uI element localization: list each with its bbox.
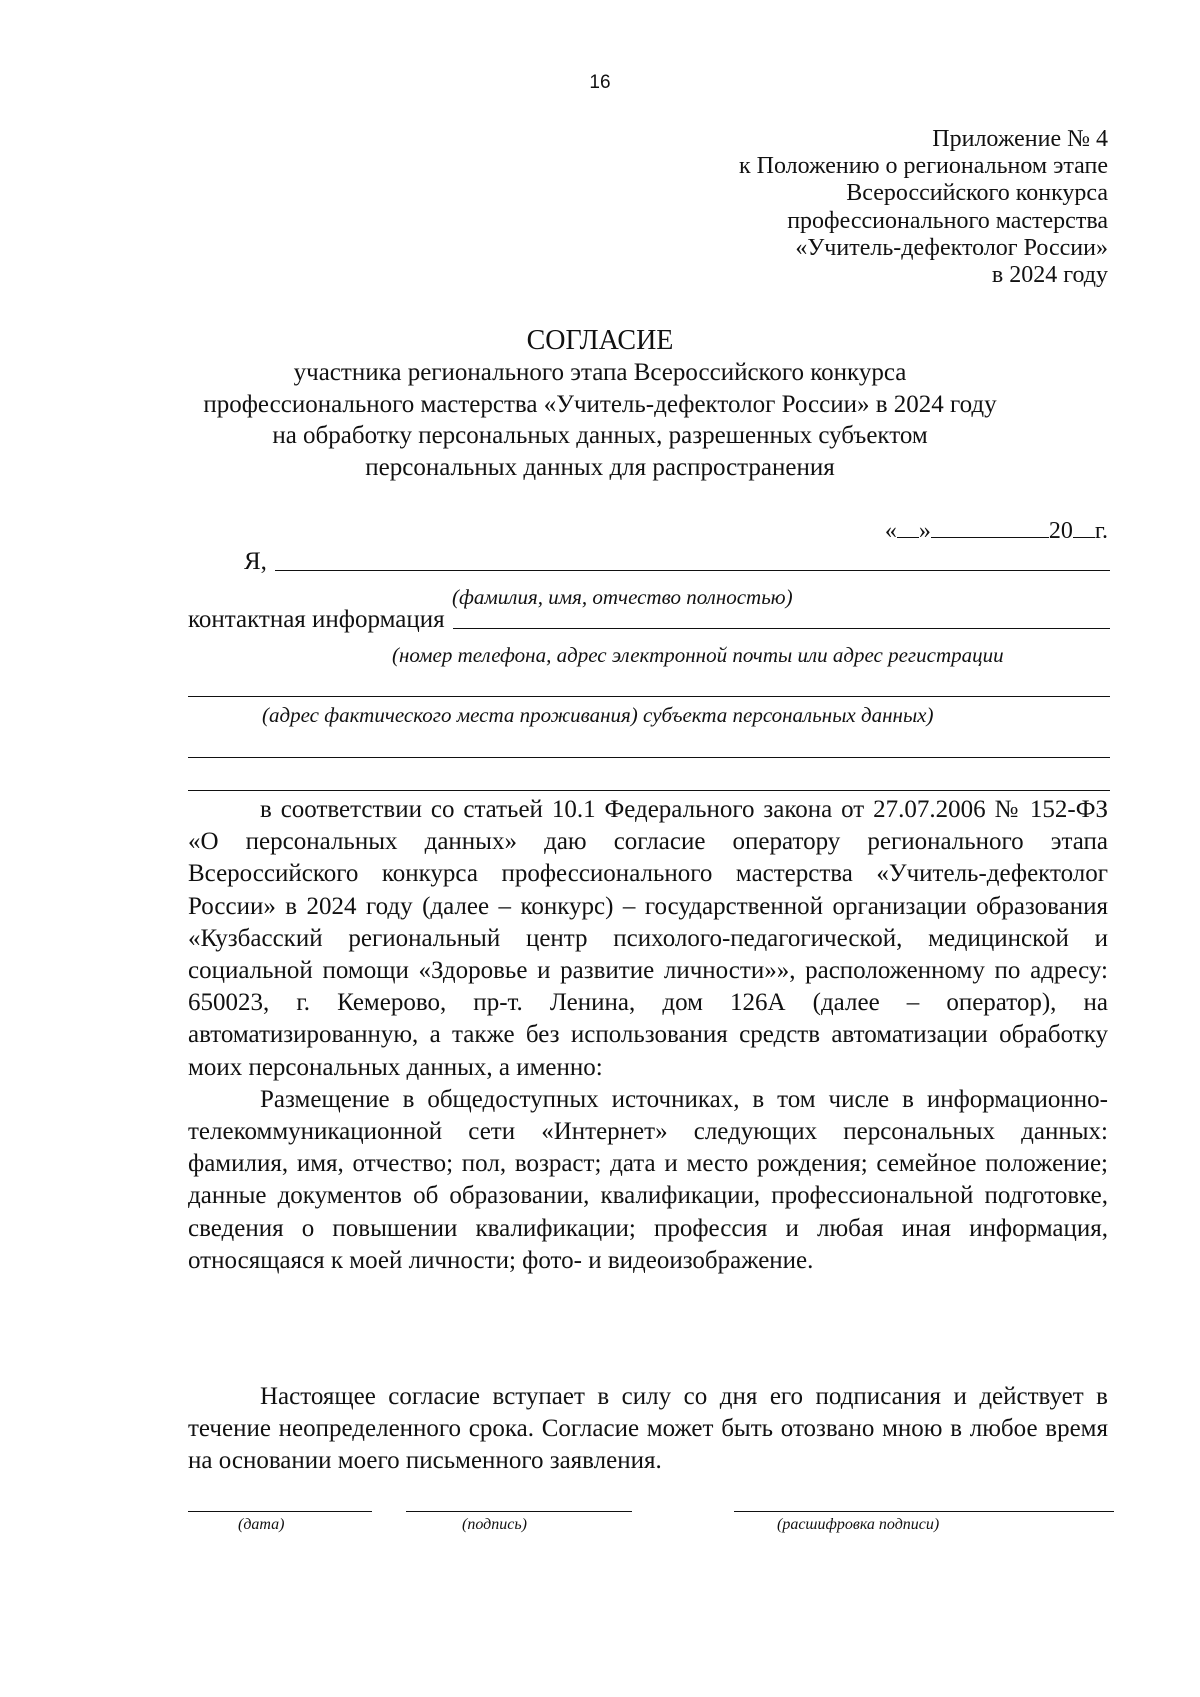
document-title: СОГЛАСИЕ <box>526 325 674 356</box>
year-prefix: 20 <box>1048 518 1073 544</box>
document-title-block <box>0 325 1200 483</box>
subtitle-line: участника регионального этапа Всероссийского конкурса <box>293 359 907 386</box>
subtitle-line: профессионального мастерства «Учитель-дефектолог России» в 2024 году <box>203 390 997 418</box>
address-blank-2[interactable] <box>188 790 1110 791</box>
validity-body <box>188 1381 1108 1478</box>
signature-label: (подпись) <box>462 1516 527 1533</box>
fio-caption: (фамилия, имя, отчество полностью) <box>452 585 793 609</box>
contact-caption: (номер телефона, адрес электронной почты или адрес регистрации <box>392 643 1004 667</box>
day-blank[interactable] <box>897 517 919 538</box>
data-list-paragraph: Размещение в общедоступных источниках, в том числе в информационно-телекоммуникационной сети «Интернет» следующих персональных данных: фамилия, имя, отчество; пол, возраст; дата и место рождения; семейное положение; данные документов об образовании, квалификации, профессиональной подготовке, сведения о повышении квалификации; профессия и любая иная информация, относящаяся к моей личности; фото- и видеоизображение. <box>188 1085 1108 1274</box>
consent-body <box>188 794 1108 1277</box>
appendix-line: Приложение № 4 <box>932 126 1108 152</box>
address-blank-1[interactable] <box>188 757 1110 758</box>
appendix-line: Всероссийского конкурса <box>846 180 1108 207</box>
page-number: 16 <box>589 72 611 93</box>
date-open-quote: « <box>884 518 897 544</box>
appendix-header <box>739 126 1108 289</box>
contact-label: контактная информация <box>188 606 445 633</box>
appendix-line: в 2024 году <box>991 262 1108 289</box>
contact-blank-2[interactable] <box>188 696 1110 697</box>
subtitle-line: на обработку персональных данных, разрешенных субъектом <box>272 422 928 449</box>
date-signature-line[interactable] <box>188 1511 372 1512</box>
contact-row <box>188 606 1110 634</box>
appendix-line: профессионального мастерства <box>787 207 1108 234</box>
fio-row <box>244 548 1110 576</box>
year-suffix: г. <box>1094 518 1108 544</box>
month-blank[interactable] <box>931 517 1049 538</box>
date-close-quote: » <box>918 518 931 544</box>
fio-blank[interactable] <box>275 570 1110 571</box>
year-blank[interactable] <box>1073 517 1095 538</box>
appendix-line: к Положению о региональном этапе <box>738 153 1108 180</box>
subtitle-line: персональных данных для распространения <box>365 453 835 481</box>
date-signature-label: (дата) <box>238 1516 285 1533</box>
validity-paragraph: Настоящее согласие вступает в силу со дня его подписания и действует в течение неопределенного срока. Согласие может быть отозвано мною в любое время на основании моего письменного заявления. <box>188 1383 1108 1475</box>
contact-blank[interactable] <box>453 628 1110 629</box>
address-caption: (адрес фактического места проживания) субъекта персональных данных) <box>262 703 934 727</box>
date-field[interactable] <box>885 517 1108 545</box>
decode-signature-line[interactable] <box>734 1511 1114 1512</box>
signature-line[interactable] <box>406 1511 632 1512</box>
decode-signature-label: (расшифровка подписи) <box>777 1516 940 1533</box>
i-label: Я, <box>244 548 267 575</box>
appendix-line: «Учитель-дефектолог России» <box>795 234 1108 261</box>
consent-paragraph: в соответствии со статьей 10.1 Федерального закона от 27.07.2006 № 152-ФЗ «О персональных данных» даю согласие оператору регионального этапа Всероссийского конкурса профессионального мастерства «Учитель-дефектолог России» в 2024 году (далее – конкурс) – государственной организации образования «Кузбасский региональный центр психолого-педагогической, медицинской и социальной помощи «Здоровье и развитие личности»», расположенному по адресу: 650023, г. Кемерово, пр-т. Ленина, дом 126А (далее – оператор), на автоматизированную, а также без использования средств автоматизации обработку моих персональных данных, а именно: <box>188 796 1108 1081</box>
